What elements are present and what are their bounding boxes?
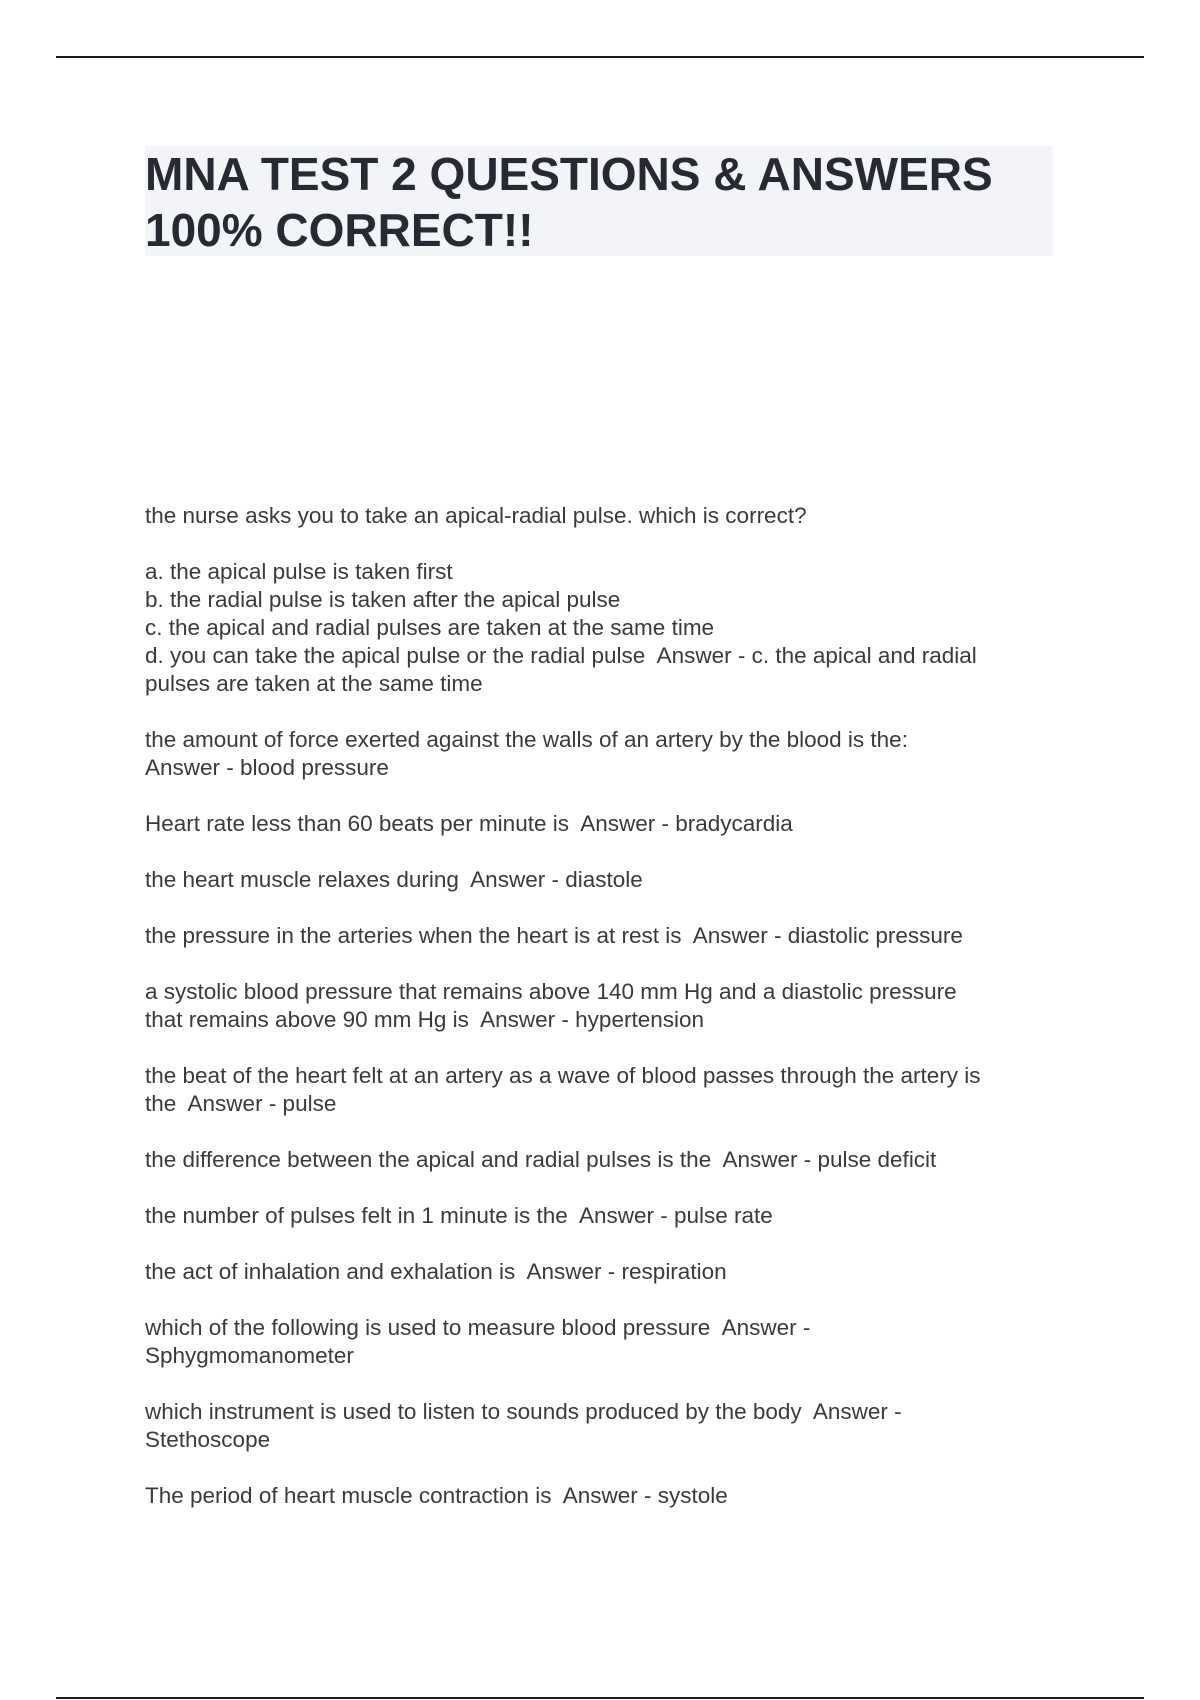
qa-text-line: the nurse asks you to take an apical-radial pulse. which is correct? xyxy=(145,503,807,528)
qa-text-line: The period of heart muscle contraction is Answer - systole xyxy=(145,1483,728,1508)
qa-text-line: b. the radial pulse is taken after the apical pulse xyxy=(145,587,621,612)
qa-text-line: the act of inhalation and exhalation is Answer - respiration xyxy=(145,1259,727,1284)
qa-entry xyxy=(145,502,1060,698)
qa-text-line: which instrument is used to listen to sounds produced by the body Answer - xyxy=(145,1399,902,1424)
bottom-rule xyxy=(56,1697,1144,1699)
qa-text-line xyxy=(145,530,1060,558)
qa-text-line: the amount of force exerted against the walls of an artery by the blood is the: xyxy=(145,727,908,752)
qa-entry xyxy=(145,726,1060,782)
qa-entry xyxy=(145,922,1060,950)
qa-text-line: Sphygmomanometer xyxy=(145,1343,354,1368)
qa-text-line: c. the apical and radial pulses are taken at the same time xyxy=(145,615,715,640)
qa-entry xyxy=(145,1062,1060,1118)
qa-entry xyxy=(145,978,1060,1034)
title-block xyxy=(145,146,1053,256)
qa-text-line: which of the following is used to measure blood pressure Answer - xyxy=(145,1315,811,1340)
qa-text-line: the beat of the heart felt at an artery as a wave of blood passes through the artery is xyxy=(145,1063,981,1088)
qa-text-line: d. you can take the apical pulse or the radial pulse Answer - c. the apical and radial xyxy=(145,643,977,668)
qa-entry xyxy=(145,866,1060,894)
qa-entry xyxy=(145,1398,1060,1454)
qa-text-line: Stethoscope xyxy=(145,1427,271,1452)
qa-text-line: the difference between the apical and radial pulses is the Answer - pulse deficit xyxy=(145,1147,937,1172)
qa-text-line: a systolic blood pressure that remains above 140 mm Hg and a diastolic pressure xyxy=(145,979,957,1004)
qa-text-line: the heart muscle relaxes during Answer - diastole xyxy=(145,867,643,892)
qa-text-line: the pressure in the arteries when the heart is at rest is Answer - diastolic pressure xyxy=(145,923,963,948)
qa-text-line: a. the apical pulse is taken first xyxy=(145,559,453,584)
top-rule xyxy=(56,56,1144,58)
qa-text-line: the Answer - pulse xyxy=(145,1091,337,1116)
qa-entry xyxy=(145,1202,1060,1230)
qa-list xyxy=(145,502,1060,1538)
qa-text-line: that remains above 90 mm Hg is Answer - hypertension xyxy=(145,1007,705,1032)
qa-text-line: Answer - blood pressure xyxy=(145,755,389,780)
qa-text-line: pulses are taken at the same time xyxy=(145,671,483,696)
qa-entry xyxy=(145,1146,1060,1174)
qa-text-line: the number of pulses felt in 1 minute is the Answer - pulse rate xyxy=(145,1203,773,1228)
qa-entry xyxy=(145,1258,1060,1286)
qa-entry xyxy=(145,810,1060,838)
qa-text-line: Heart rate less than 60 beats per minute is Answer - bradycardia xyxy=(145,811,793,836)
page-title xyxy=(145,146,1053,258)
page-title-line-2: 100% CORRECT!! xyxy=(145,204,534,256)
qa-entry xyxy=(145,1314,1060,1370)
qa-entry xyxy=(145,1482,1060,1510)
page-title-line-1: MNA TEST 2 QUESTIONS & ANSWERS xyxy=(145,148,993,200)
